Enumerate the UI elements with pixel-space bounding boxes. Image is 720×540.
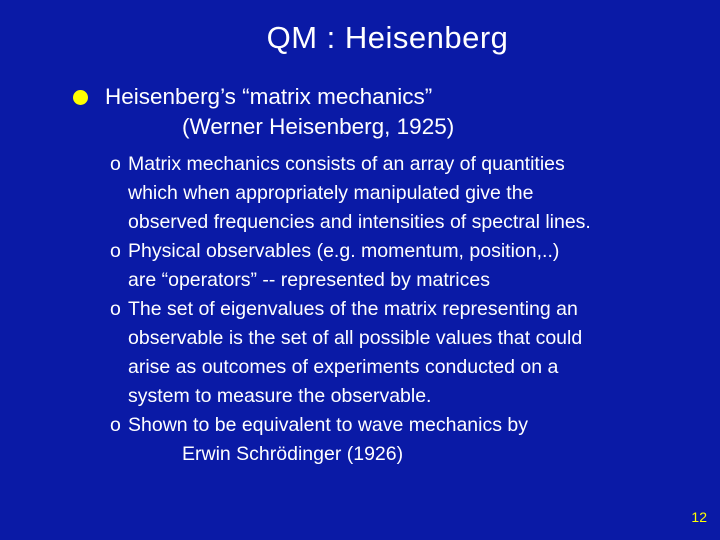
sub-bullet-marker: o: [110, 298, 121, 320]
sub-bullet-4-line-1: Shown to be equivalent to wave mechanics by: [128, 414, 528, 436]
sub-bullet-3-line-3: arise as outcomes of experiments conducted on a: [128, 356, 559, 378]
sub-bullet-marker: o: [110, 153, 121, 175]
sub-bullet-4: [110, 411, 710, 469]
sub-bullet-2: [110, 237, 710, 295]
sub-bullet-3-line-4: system to measure the observable.: [128, 385, 432, 407]
page-number: 12: [691, 509, 707, 525]
sub-bullet-3-line-1: The set of eigenvalues of the matrix representing an: [128, 298, 578, 320]
sub-bullet-3-line-2: observable is the set of all possible values that could: [128, 327, 583, 349]
sub-bullet-list: [110, 150, 710, 469]
sub-bullet-1-line-1: Matrix mechanics consists of an array of quantities: [128, 153, 565, 175]
sub-bullet-1: [110, 150, 710, 237]
sub-bullet-marker: o: [110, 240, 121, 262]
slide-title: QM : Heisenberg: [266, 20, 509, 55]
sub-bullet-1-line-2: which when appropriately manipulated give the: [128, 182, 534, 204]
sub-bullet-marker: o: [110, 414, 121, 436]
sub-bullet-4-line-2: Erwin Schrödinger (1926): [182, 443, 404, 465]
sub-bullet-3: [110, 295, 710, 411]
main-bullet-line1: Heisenberg’s “matrix mechanics”: [105, 84, 433, 109]
sub-bullet-2-line-2: are “operators” -- represented by matrices: [128, 269, 490, 291]
sub-bullet-1-line-3: observed frequencies and intensities of spectral lines.: [128, 211, 591, 233]
main-bullet-line2: (Werner Heisenberg, 1925): [182, 114, 455, 139]
bullet-dot-icon: [73, 90, 88, 105]
sub-bullet-2-line-1: Physical observables (e.g. momentum, position,..): [128, 240, 560, 262]
